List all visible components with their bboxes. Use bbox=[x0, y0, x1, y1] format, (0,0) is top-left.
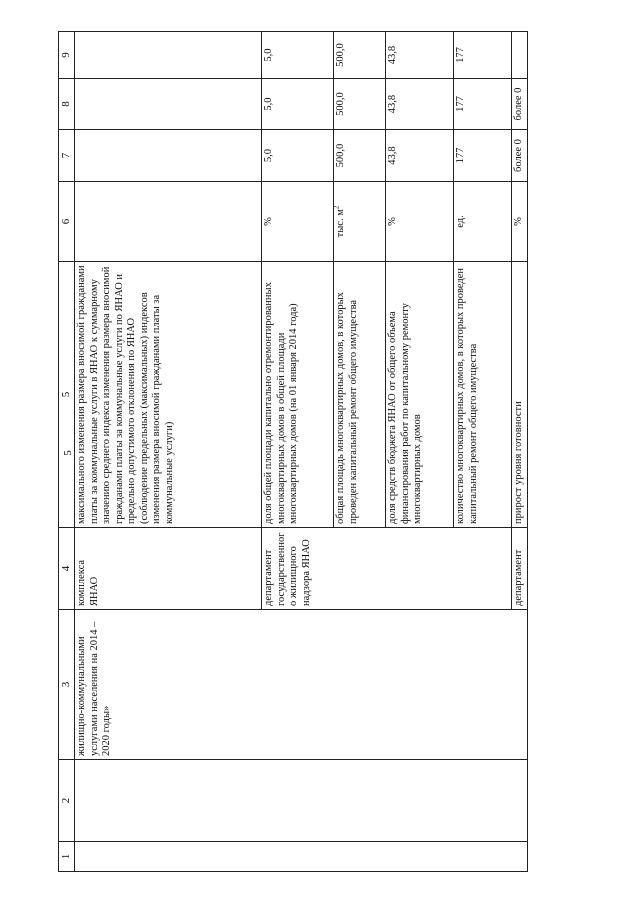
program-name-cell: жилищно-коммунальными услугами населения на 2014 – 2020 годы» bbox=[75, 610, 528, 760]
unit-cell bbox=[334, 182, 386, 262]
header-col-2: 2 bbox=[59, 760, 75, 842]
value-col9-cell bbox=[75, 32, 262, 79]
value-col9-cell bbox=[512, 32, 528, 79]
unit-cell: % bbox=[512, 182, 528, 262]
value-col7-cell bbox=[75, 130, 262, 182]
col1-cell bbox=[75, 842, 528, 872]
header-col-9: 9 bbox=[59, 32, 75, 79]
responsible-cell: департамент государственного жилищного надзора ЯНАО bbox=[262, 528, 512, 610]
value-col8-cell bbox=[75, 79, 262, 130]
unit-cell: ед. bbox=[454, 182, 512, 262]
value-col9-cell: 5,0 bbox=[262, 32, 334, 79]
unit-text: тыс. м bbox=[335, 209, 346, 238]
page-number: 5 bbox=[62, 450, 74, 456]
indicator-cell: доля общей площади капитально отремонтированных многоквартирных домов в общей площади многоквартирных домов (на 01 января 2014 года) bbox=[262, 262, 334, 528]
value-col9-cell: 500,0 bbox=[334, 32, 386, 79]
indicator-cell: доля средств бюджета ЯНАО от общего объема финансирования работ по капитальному ремонту многоквартирных домов bbox=[386, 262, 454, 528]
col2-cell bbox=[75, 760, 528, 842]
indicator-cell: прирост уровня готовности bbox=[512, 262, 528, 528]
responsible-cell: департамент bbox=[512, 528, 528, 610]
value-col9-cell: 43,8 bbox=[386, 32, 454, 79]
value-col7-cell: 43,8 bbox=[386, 130, 454, 182]
unit-superscript: 2 bbox=[332, 205, 341, 210]
rotated-table-sheet bbox=[58, 32, 553, 872]
value-col9-cell: 177 bbox=[454, 32, 512, 79]
header-col-8: 8 bbox=[59, 79, 75, 130]
value-col8-cell: 43,8 bbox=[386, 79, 454, 130]
responsible-cell: комплекса ЯНАО bbox=[75, 528, 262, 610]
header-row bbox=[59, 32, 75, 872]
table-rotation-frame bbox=[58, 32, 553, 872]
value-col8-cell: 177 bbox=[454, 79, 512, 130]
header-col-1: 1 bbox=[59, 842, 75, 872]
indicators-table bbox=[58, 31, 528, 872]
value-col8-cell: 5,0 bbox=[262, 79, 334, 130]
header-col-4: 4 bbox=[59, 528, 75, 610]
table-row bbox=[75, 32, 262, 872]
indicator-cell: максимального изменения размера вносимой гражданами платы за коммунальные услуги в ЯНАО к суммарному значению среднего индекса изменения размера вносимой гражданами платы за коммунальные услуги по ЯНАО и предельно допустимого отклонения по ЯНАО (соблюдение предельных (максимальных) индексов изменения размера вносимой гражданами платы за коммунальные услуги) bbox=[75, 262, 262, 528]
indicator-cell: количество многоквартирных домов, в которых проведен капитальный ремонт общего имущества bbox=[454, 262, 512, 528]
unit-cell: % bbox=[386, 182, 454, 262]
value-col8-cell: более 0 bbox=[512, 79, 528, 130]
header-col-3: 3 bbox=[59, 610, 75, 760]
header-col-5: 5 bbox=[59, 262, 75, 528]
value-col7-cell: 177 bbox=[454, 130, 512, 182]
value-col7-cell: 500,0 bbox=[334, 130, 386, 182]
header-col-7: 7 bbox=[59, 130, 75, 182]
value-col7-cell: более 0 bbox=[512, 130, 528, 182]
header-col-6: 6 bbox=[59, 182, 75, 262]
unit-cell: % bbox=[262, 182, 334, 262]
value-col8-cell: 500,0 bbox=[334, 79, 386, 130]
indicator-cell: общая площадь многоквартирных домов, в которых проведен капитальный ремонт общего имущества bbox=[334, 262, 386, 528]
unit-cell bbox=[75, 182, 262, 262]
value-col7-cell: 5,0 bbox=[262, 130, 334, 182]
